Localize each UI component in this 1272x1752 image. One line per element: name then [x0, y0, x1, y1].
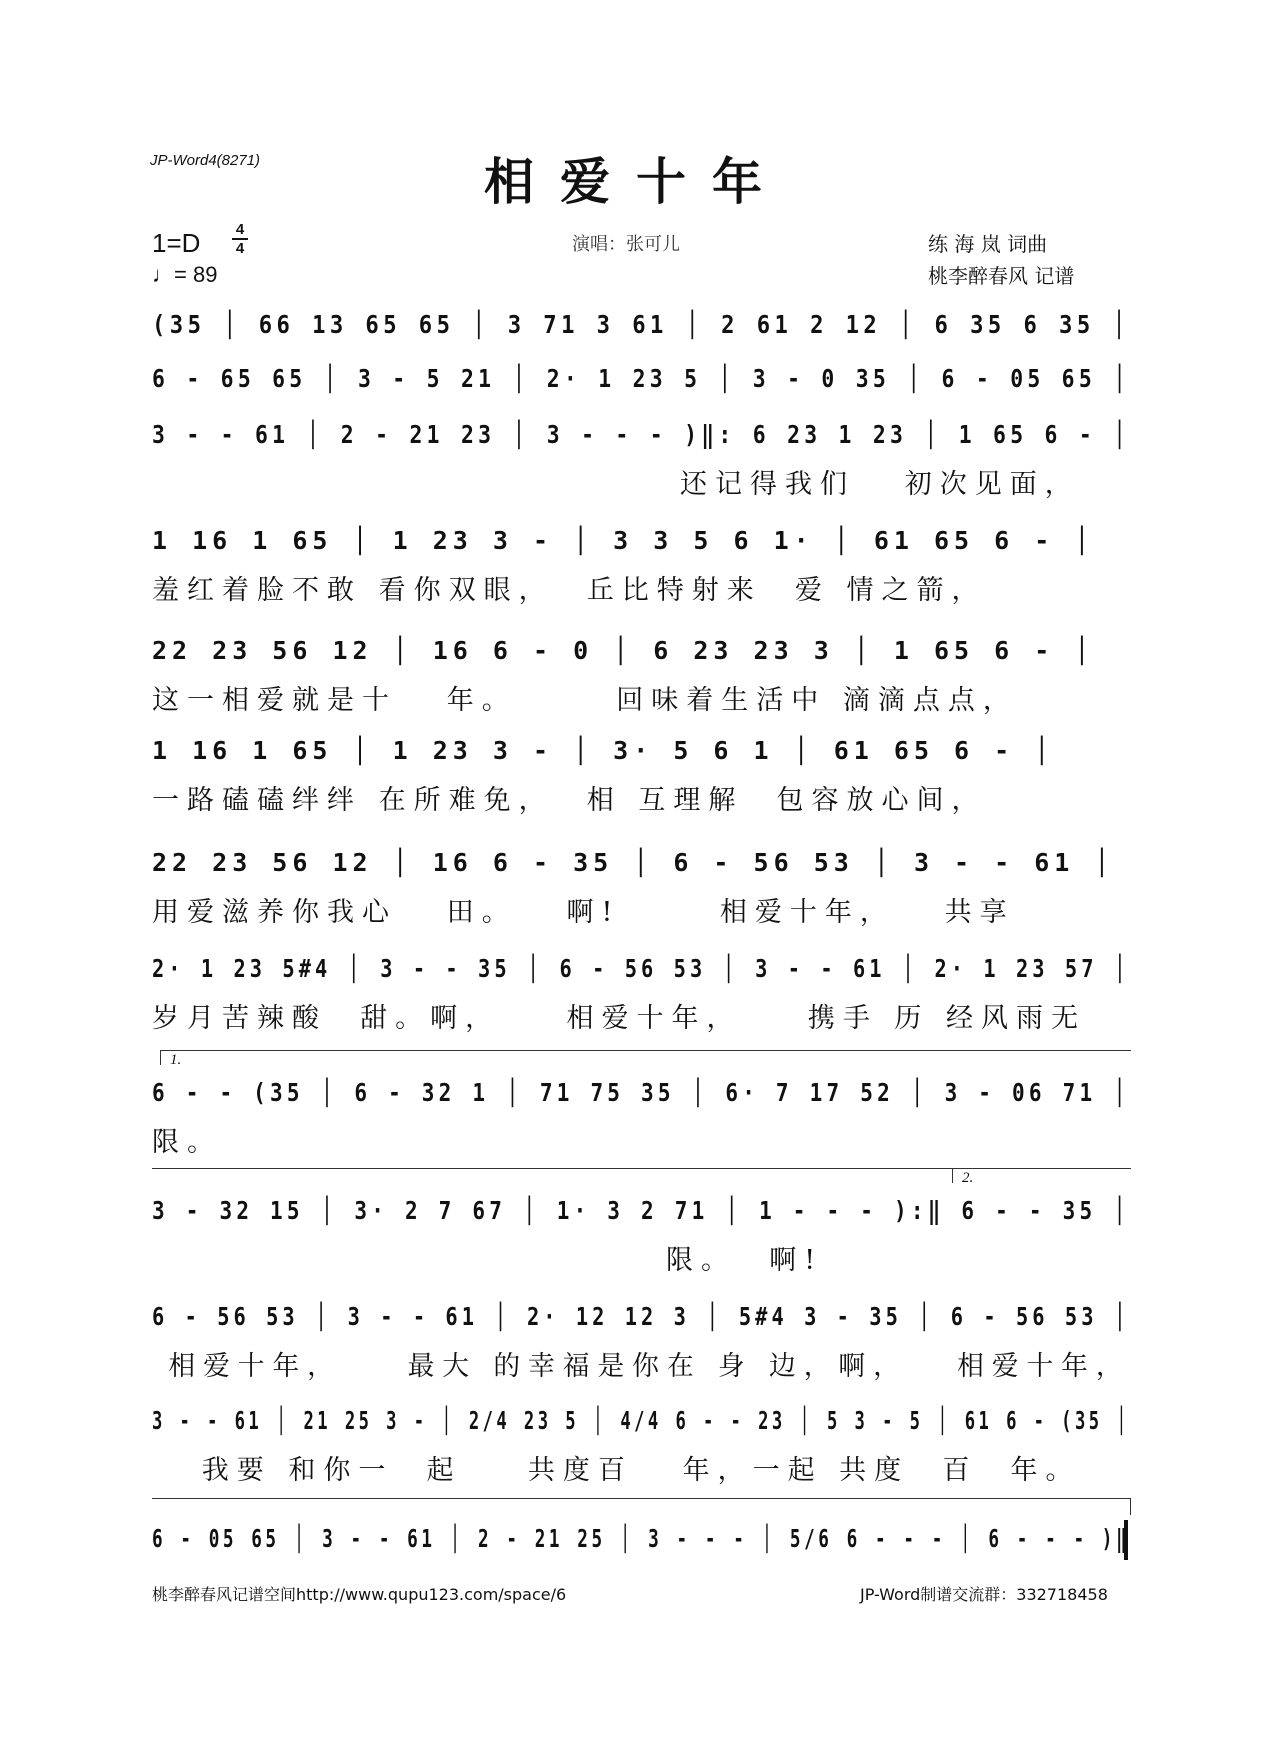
notes: 2· 1 23 5#4 │ 3 - - 35 │ 6 - 56 53 │ 3 - - 61 │ 2· 1 23 57 │	[152, 954, 1131, 983]
source-label: JP-Word4(8271)	[150, 152, 261, 169]
notes: 6 - 65 65 │ 3 - 5 21 │ 2· 1 23 5 │ 3 - 0 35 │ 6 - 05 65 │	[152, 364, 1131, 393]
notes: 1 16 1 65 │ 1 23 3 - │ 3· 5 6 1 │ 61 65 6 - │	[152, 736, 1055, 765]
key-signature: 1=D	[152, 228, 201, 258]
credits	[928, 228, 1074, 292]
footer-left: 桃李醉春风记谱空间http://www.qupu123.com/space/6	[152, 1585, 567, 1604]
lyric-line-10: 限。 啊!	[152, 1245, 824, 1276]
score-line-9	[152, 1078, 1132, 1118]
song-title: 相爱十年	[484, 152, 788, 211]
final-barline	[1124, 1520, 1128, 1560]
score-line-12	[152, 1406, 1132, 1446]
notes: (35 │ 66 13 65 65 │ 3 71 3 61 │ 2 61 2 12 │ 6 35 6 35 │	[152, 310, 1131, 339]
footer-right: JP-Word制谱交流群：332718458	[860, 1585, 1108, 1604]
score-line-13	[152, 1524, 1132, 1564]
notes: 1 16 1 65 │ 1 23 3 - │ 3 3 5 6 1· │ 61 65 6 - │	[152, 526, 1095, 555]
notes: 22 23 56 12 │ 16 6 - 0 │ 6 23 23 3 │ 1 65 6 - │	[152, 636, 1095, 665]
lyric-line-3: 还记得我们 初次见面，	[680, 469, 1080, 500]
notes: 22 23 56 12 │ 16 6 - 35 │ 6 - 56 53 │ 3 - - 61 │	[152, 848, 1115, 877]
lyric-line-4: 羞红着脸不敢 看你双眼， 丘比特射来 爱 情之箭，	[152, 575, 987, 606]
volta-1-continuation	[152, 1168, 952, 1169]
lyric-line-12: 我要 和你一 起 共度百 年，一起 共度 百 年。	[152, 1455, 1081, 1486]
notes: 3 - - 61 │ 2 - 21 23 │ 3 - - - )‖: 6 23 1 23 │ 1 65 6 - │	[152, 420, 1131, 449]
lyricist-composer: 练 海 岚 词曲	[928, 232, 1048, 256]
volta-number-2: 2.	[962, 1170, 974, 1186]
score-line-6	[152, 736, 1132, 776]
coda-bracket	[152, 1498, 1131, 1515]
score-line-2	[152, 364, 1132, 404]
notes: 6 - 56 53 │ 3 - - 61 │ 2· 12 12 3 │ 5#4 3 - 35 │ 6 - 56 53 │	[152, 1302, 1131, 1331]
notes: 3 - - 61 │ 21 25 3 - │ 2/4 23 5 │ 4/4 6 - - 23 │ 5 3 - 5 │ 61 6 - (35 │	[152, 1406, 1131, 1435]
tempo-marking: ♩= 89	[152, 262, 218, 287]
lyric-line-5: 这一相爱就是十 年。 回味着生活中 滴滴点点，	[152, 685, 1018, 716]
volta-number-1: 1.	[170, 1052, 182, 1068]
lyric-line-9: 限。	[152, 1127, 222, 1158]
time-bottom: 4	[235, 240, 245, 257]
score-line-4	[152, 526, 1132, 566]
notes: 6 - - (35 │ 6 - 32 1 │ 71 75 35 │ 6· 7 17 52 │ 3 - 06 71 │	[152, 1078, 1131, 1107]
singer-label: 演唱：张可儿	[572, 234, 680, 255]
score-line-3	[152, 420, 1132, 460]
notes: 3 - 32 15 │ 3· 2 7 67 │ 1· 3 2 71 │ 1 - - - ):‖ 6 - - 35 │	[152, 1196, 1131, 1225]
transcriber: 桃李醉春风 记谱	[928, 264, 1075, 288]
score-line-1	[152, 310, 1132, 350]
lyric-line-8: 岁月苦辣酸 甜。啊， 相爱十年， 携手 历 经风雨无	[152, 1003, 1086, 1034]
score-line-8	[152, 954, 1132, 994]
volta-bracket-2	[952, 1168, 1131, 1183]
score-line-7	[152, 848, 1132, 888]
lyric-line-6: 一路磕磕绊绊 在所难免， 相 互理解 包容放心间，	[152, 785, 987, 816]
notes: 6 - 05 65 │ 3 - - 61 │ 2 - 21 25 │ 3 - - - │ 5/6 6 - - - │ 6 - - - )‖	[152, 1524, 1131, 1553]
score-line-10	[152, 1196, 1132, 1236]
score-line-11	[152, 1302, 1132, 1342]
lyric-line-7: 用爱滋养你我心 田。 啊! 相爱十年， 共享	[152, 897, 1015, 928]
score-line-5	[152, 636, 1132, 676]
time-signature	[232, 222, 248, 256]
lyric-line-11: 相爱十年， 最大 的幸福是你在 身 边，啊， 相爱十年，	[152, 1351, 1131, 1382]
time-top: 4	[235, 221, 245, 238]
volta-bracket-1	[160, 1050, 1131, 1065]
